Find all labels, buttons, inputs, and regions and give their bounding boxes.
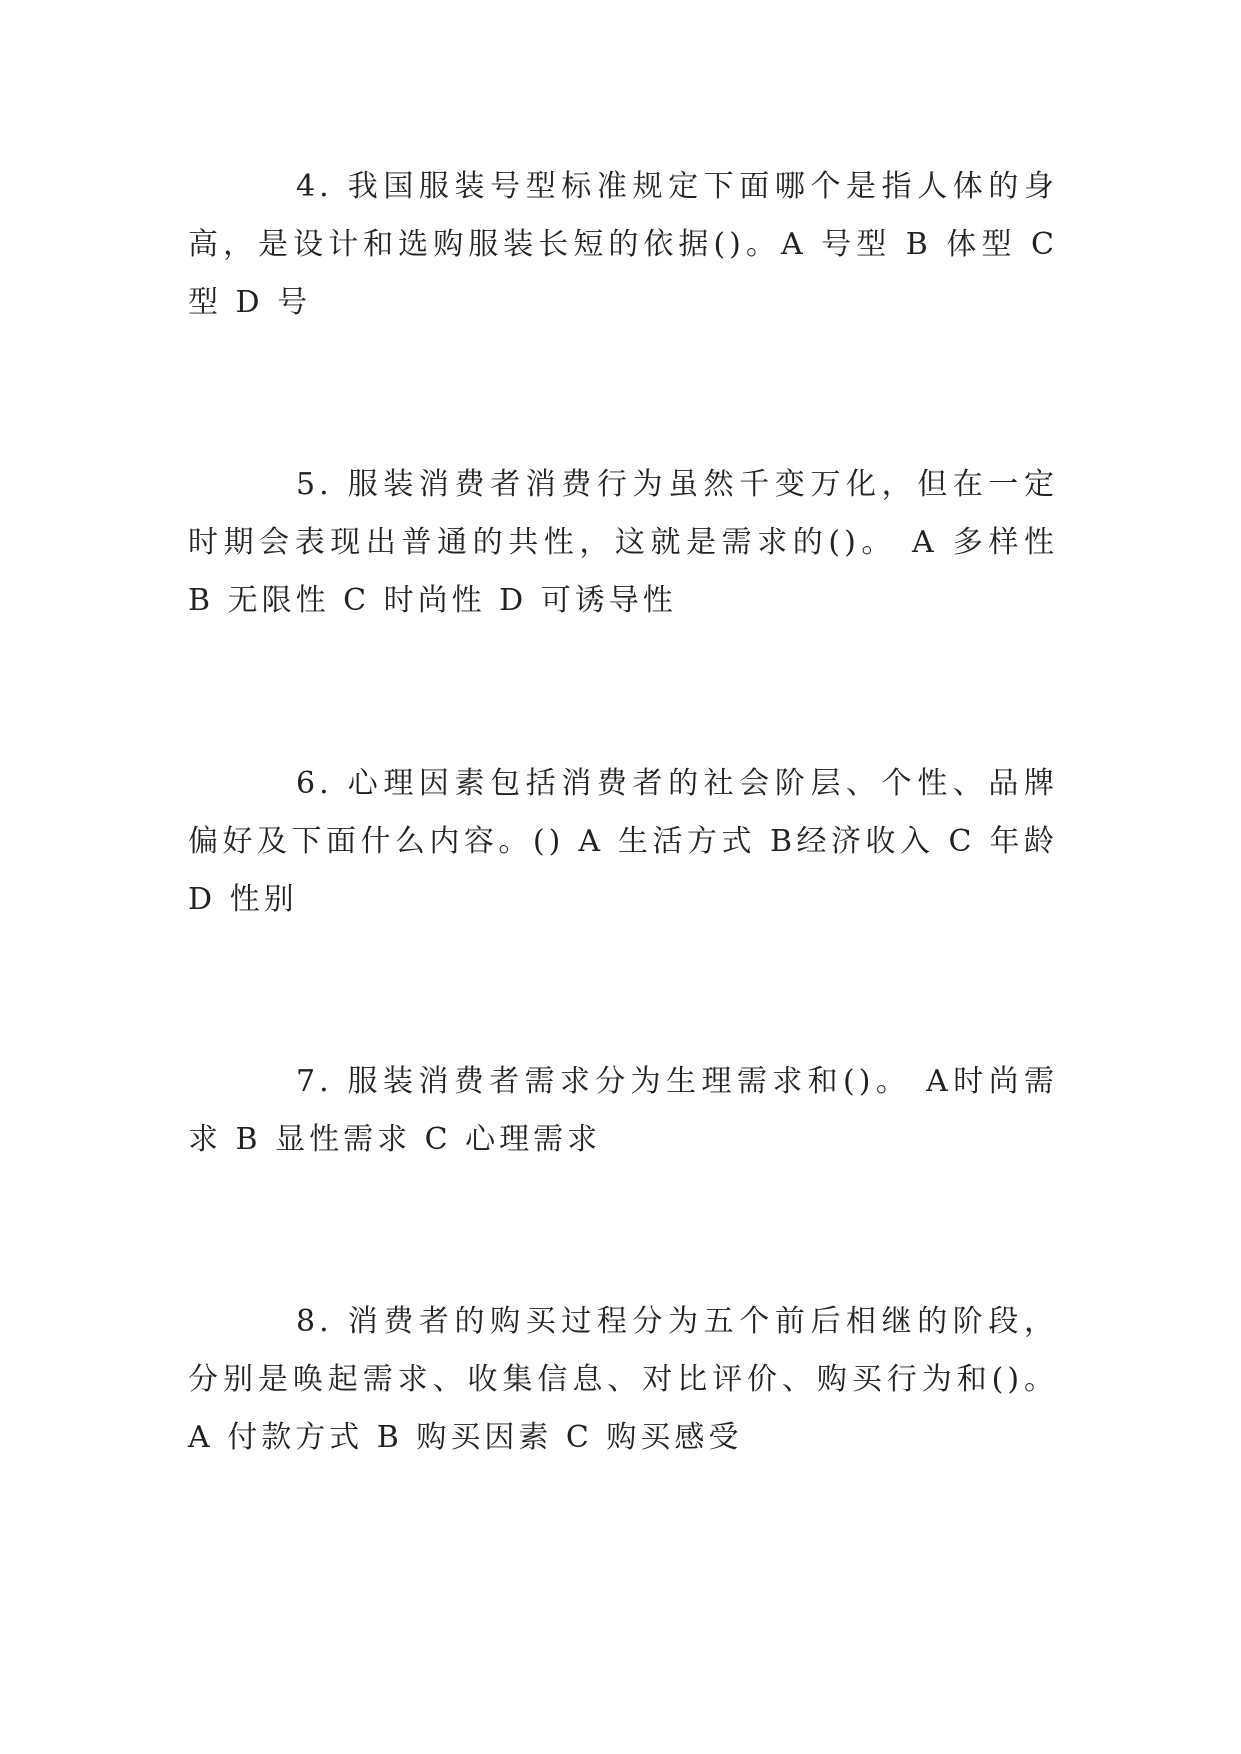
- question-5: 5. 服装消费者消费行为虽然千变万化，但在一定时期会表现出普通的共性，这就是需求的()。 A 多样性 B 无限性 C 时尚性 D 可诱导性: [188, 467, 1058, 618]
- question-4: 4. 我国服装号型标准规定下面哪个是指人体的身高，是设计和选购服装长短的依据()。A 号型 B 体型 C 型 D 号: [188, 169, 1058, 320]
- question-8: 8. 消费者的购买过程分为五个前后相继的阶段，分别是唤起需求、收集信息、对比评价、购买行为和()。A 付款方式 B 购买因素 C 购买感受: [188, 1304, 1058, 1455]
- question-7: 7. 服装消费者需求分为生理需求和()。 A时尚需求 B 显性需求 C 心理需求: [188, 1064, 1058, 1157]
- question-6: 6. 心理因素包括消费者的社会阶层、个性、品牌偏好及下面什么内容。() A 生活方式 B经济收入 C 年龄 D 性别: [188, 766, 1058, 917]
